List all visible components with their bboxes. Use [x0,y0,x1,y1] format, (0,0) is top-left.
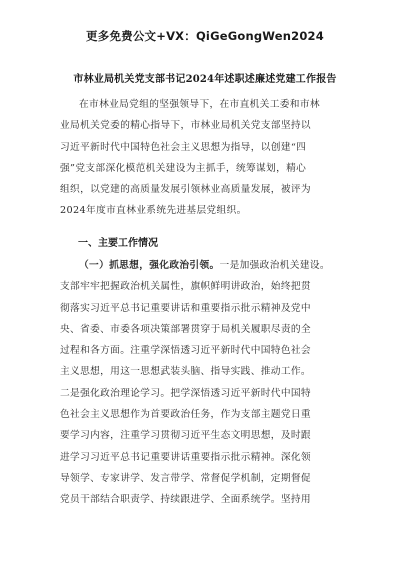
document-title: 市林业局机关党支部书记2024年述职述廉述党建工作报告 [73,74,337,85]
intro-paragraph [60,94,360,222]
paragraph-line: 强”党支部深化模范机关建设为主抓手，统筹谋划，精心 [60,162,307,174]
paragraph-line: 央、省委、市委各项决策部署贯穿于局机关履职尽责的全 [60,323,311,335]
section-heading: 一、主要工作情况 [78,238,158,249]
paragraph-line-rest: 一是加强政治机关建设。 [219,260,330,271]
paragraph-line: 习近平新时代中国特色社会主义思想为指导，以创建“四 [60,141,307,153]
paragraph-line: 二是强化政治理论学习。把学深悟透习近平新时代中国特 [60,387,311,399]
paragraph-line: 导领学、专家讲学、发言带学、常督促学机制，定期督促 [60,472,311,484]
paragraph-line: 过程和各方面。注重学深悟透习近平新时代中国特色社会 [60,345,311,357]
body-paragraph [60,255,360,511]
paragraph-line: 党员干部结合职责学、持续跟进学、全面系统学。坚持用 [60,494,311,506]
paragraph-line: 主义思想，用这一思想武装头脑、指导实践、推动工作。 [60,366,311,378]
paragraph-line: 2024年度市直林业系统先进基层党组织。 [60,205,247,217]
paragraph-line: 支部牢牢把握政治机关属性，旗帜鲜明讲政治，始终把贯 [60,281,311,293]
paragraph-line: 色社会主义思想作为首要政治任务，作为支部主题党日重 [60,409,311,421]
paragraph-line: 彻落实习近平总书记重要讲话和重要指示批示精神及党中 [60,302,311,314]
paragraph-line: 在市林业局党组的坚强领导下，在市直机关工委和市林 [79,99,320,110]
paragraph-line-first [60,255,360,276]
promo-banner: 更多免费公文+VX：QiGeGongWen2024 [86,29,324,43]
sub-heading: （一）抓思想，强化政治引领。 [79,260,220,271]
paragraph-line: 业局机关党委的精心指导下，市林业局机关党支部坚持以 [60,120,311,132]
paragraph-line: 组织，以党建的高质量发展引领林业高质量发展，被评为 [60,184,311,196]
paragraph-line: 要学习内容，注重学习贯彻习近平生态文明思想，及时跟 [60,430,311,442]
paragraph-line: 进学习习近平总书记重要讲话重要指示批示精神。深化领 [60,451,311,463]
